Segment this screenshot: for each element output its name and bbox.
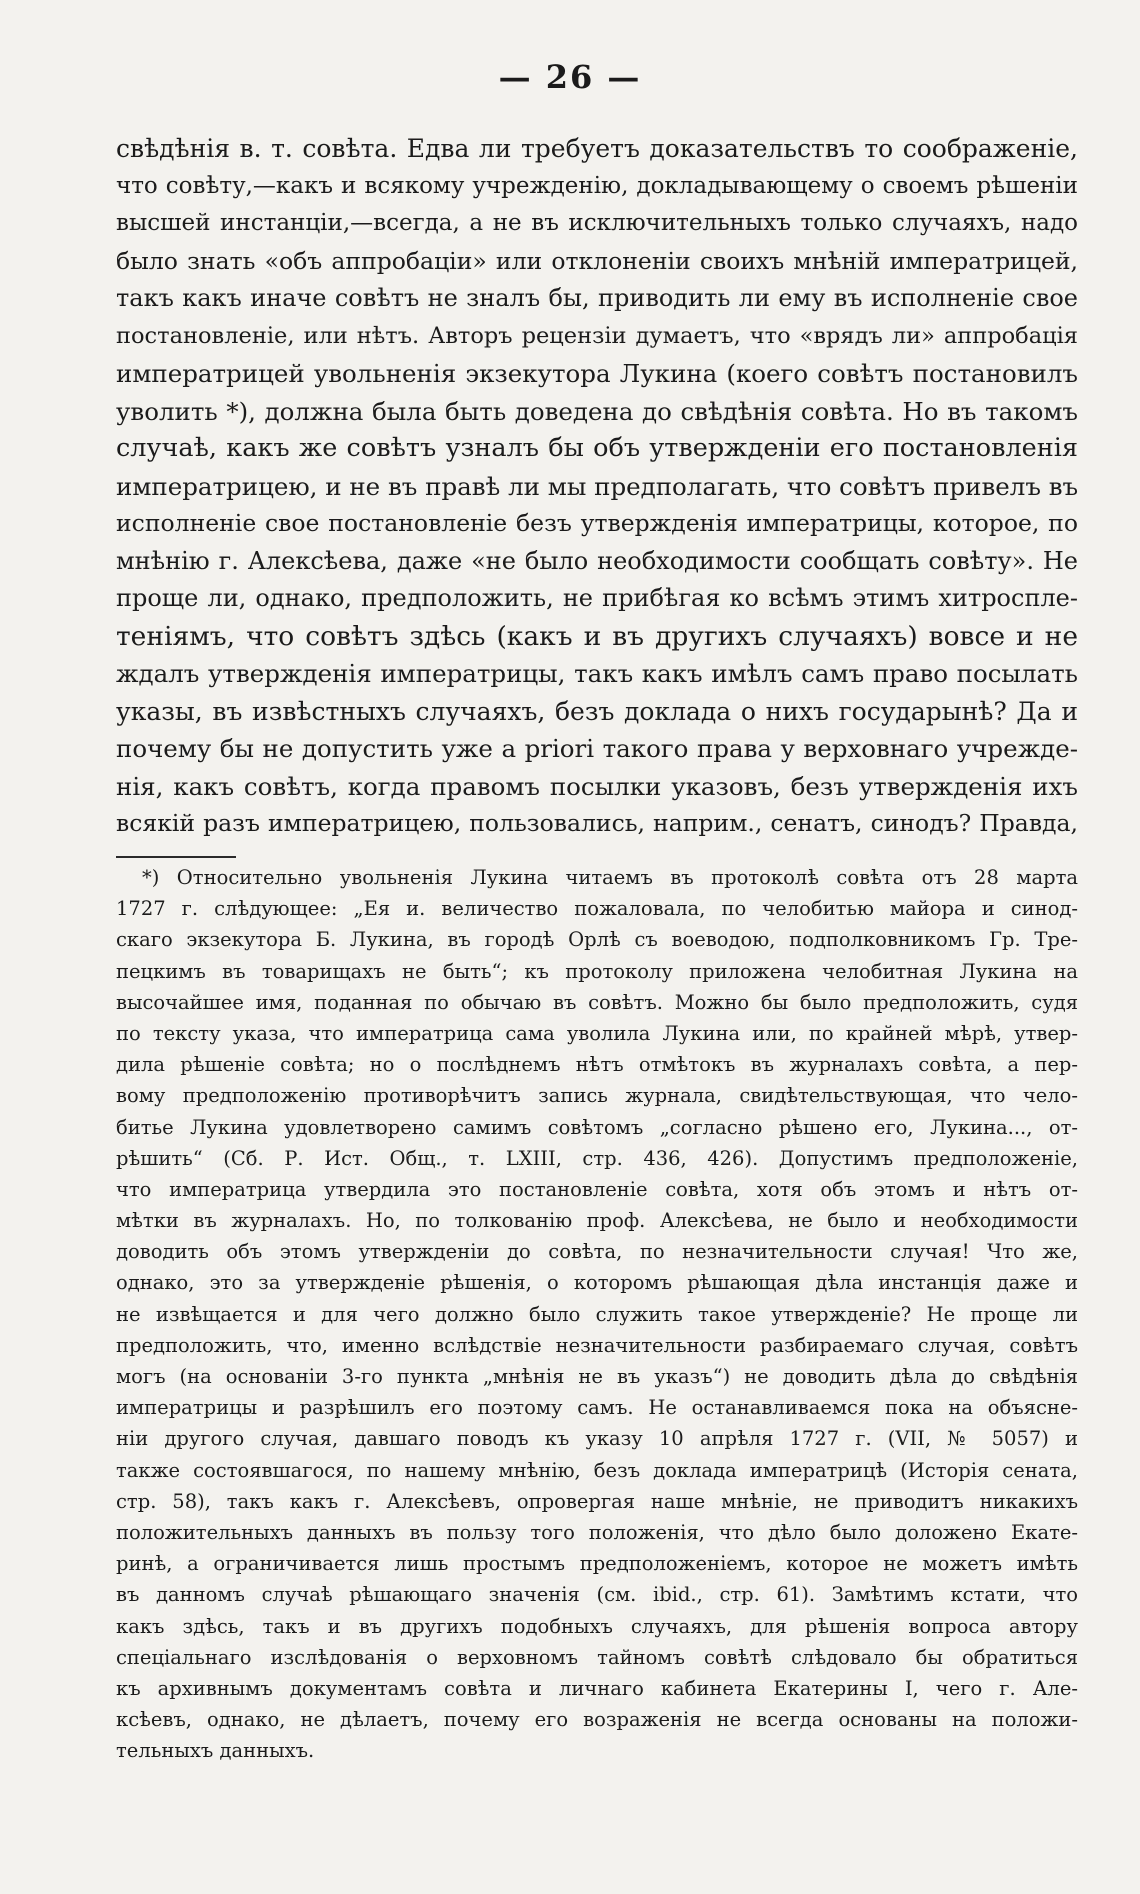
footnote-line: не извѣщается и для чего должно было служить такое утвержденіе? Не проще ли [116,1302,1078,1326]
footnote-line: однако, это за утвержденіе рѣшенія, о которомъ рѣшающая дѣла инстанція даже и [116,1271,1078,1295]
main-line: случаѣ, какъ же совѣтъ узналъ бы объ утвержденіи его постановленія [116,433,1078,463]
page-number: — 26 — [498,58,642,96]
footnote-line: ринѣ, а ограничивается лишь простымъ предположеніемъ, которое не можетъ имѣть [116,1552,1078,1576]
footnote-line: могъ (на основаніи 3-го пункта „мнѣнія не въ указъ“) не доводить дѣла до свѣдѣнія [116,1365,1078,1388]
footnote-line: что императрица утвердила это постановленіе совѣта, хотя объ этомъ и нѣтъ от- [116,1177,1078,1201]
main-line: указы, въ извѣстныхъ случаяхъ, безъ доклада о нихъ государынѣ? Да и [116,696,1078,726]
main-line: такъ какъ иначе совѣтъ не зналъ бы, приводить ли ему въ исполненіе свое [116,284,1078,312]
main-line: постановленіе, или нѣтъ. Авторъ рецензіи думаетъ, что «врядъ ли» аппробація [116,322,1078,349]
footnote-line: пецкимъ въ товарищахъ не быть“; къ протоколу приложена челобитная Лукина на [116,959,1078,983]
footnote-line: вому предположенію противорѣчитъ запись журнала, свидѣтельствующая, что чело- [116,1084,1078,1108]
footnote-line: также состоявшагося, по нашему мнѣнію, безъ доклада императрицѣ (Исторія сената, [116,1458,1078,1482]
footnote-separator [116,856,236,858]
main-line: высшей инстанціи,—всегда, а не въ исключительныхъ только случаяхъ, надо [116,210,1078,236]
footnote-line: ксѣевъ, однако, не дѣлаетъ, почему его возраженія не всегда основаны на положи- [116,1708,1078,1732]
main-line: ждалъ утвержденія императрицы, такъ какъ имѣлъ самъ право посылать [116,659,1078,688]
main-line: мнѣнію г. Алексѣева, даже «не было необходимости сообщать совѣту». Не [116,546,1078,575]
footnote-line: ніи другого случая, давшаго поводъ къ указу 10 апрѣля 1727 г. (VII, № 5057) и [116,1427,1078,1451]
footnote-line: тельныхъ данныхъ. [116,1739,315,1763]
footnote [116,862,1078,1766]
main-line: свѣдѣнія в. т. совѣта. Едва ли требуетъ доказательствъ то соображеніе, [116,134,1078,163]
footnote-line: спеціальнаго изслѣдованія о верховномъ тайномъ совѣтѣ слѣдовало бы обратиться [116,1645,1078,1669]
main-line: всякій разъ императрицею, пользовались, наприм., сенатъ, синодъ? Правда, [116,809,1078,837]
footnote-line: *) Относительно увольненія Лукина читаемъ въ протоколѣ совѣта отъ 28 марта [142,866,1078,889]
main-line: что совѣту,—какъ и всякому учрежденію, докладывающему о своемъ рѣшеніи [116,172,1078,199]
footnote-line: 1727 г. слѣдующее: „Ея и. величество пожаловала, по челобитью майора и синод- [116,897,1078,921]
footnote-line: императрицы и разрѣшилъ его поэтому самъ. Не останавливаемся пока на объясне- [116,1396,1078,1420]
footnote-line: стр. 58), такъ какъ г. Алексѣевъ, опровергая наше мнѣніе, не приводитъ никакихъ [116,1489,1078,1513]
footnote-line: къ архивнымъ документамъ совѣта и личнаго кабинета Екатерины I, чего г. Але- [116,1676,1078,1700]
footnote-line: доводить объ этомъ утвержденіи до совѣта, по незначительности случая! Что же, [116,1240,1078,1264]
main-line: императрицею, и не въ правѣ ли мы предполагать, что совѣтъ привелъ въ [116,471,1079,501]
footnote-line: предположить, что, именно вслѣдствіе незначительности разбираемаго случая, совѣтъ [116,1333,1078,1357]
footnote-line: дила рѣшеніе совѣта; но о послѣднемъ нѣтъ отмѣтокъ въ журналахъ совѣта, а пер- [116,1053,1078,1077]
main-line: императрицей увольненія экзекутора Лукина (коего совѣтъ постановилъ [116,359,1078,388]
main-text [116,130,1078,843]
footnote-line: какъ здѣсь, такъ и въ другихъ подобныхъ случаяхъ, для рѣшенія вопроса автору [116,1614,1078,1638]
footnote-line: высочайшее имя, поданная по обычаю въ совѣтъ. Можно бы было предположить, судя [116,990,1078,1014]
main-line: исполненіе свое постановленіе безъ утвержденія императрицы, которое, по [116,509,1078,537]
main-line: почему бы не допустить уже a priori такого права у верховнаго учрежде- [116,734,1078,763]
main-line: нія, какъ совѣтъ, когда правомъ посылки указовъ, безъ утвержденія ихъ [116,771,1078,801]
footnote-line: битье Лукина удовлетворено самимъ совѣтомъ „согласно рѣшено его, Лукина..., от- [116,1115,1078,1139]
footnote-line: рѣшить“ (Сб. Р. Ист. Общ., т. LXIII, стр. 436, 426). Допустимъ предположеніе, [116,1146,1078,1170]
footnote-line: скаго экзекутора Б. Лукина, въ городѣ Орлѣ съ воеводою, подполковникомъ Гр. Тре- [116,928,1078,952]
footnote-line: положительныхъ данныхъ въ пользу того положенія, что дѣло было доложено Екате- [116,1520,1078,1544]
footnote-line: въ данномъ случаѣ рѣшающаго значенія (см. ibid., стр. 61). Замѣтимъ кстати, что [116,1583,1078,1607]
main-line: было знать «объ аппробаціи» или отклоненіи своихъ мнѣній императрицей, [116,246,1078,275]
footnote-line: по тексту указа, что императрица сама уволила Лукина или, по крайней мѣрѣ, утвер- [116,1021,1078,1045]
main-line: проще ли, однако, предположить, не прибѣгая ко всѣмъ этимъ хитросплe- [116,584,1078,612]
footnote-line: мѣтки въ журналахъ. Но, по толкованію проф. Алексѣева, не было и необходимости [116,1209,1078,1233]
main-line: уволить *), должна была быть доведена до свѣдѣнія совѣта. Но въ такомъ [116,396,1078,426]
main-line: теніямъ, что совѣтъ здѣсь (какъ и въ другихъ случаяхъ) вовсе и не [116,620,1078,652]
